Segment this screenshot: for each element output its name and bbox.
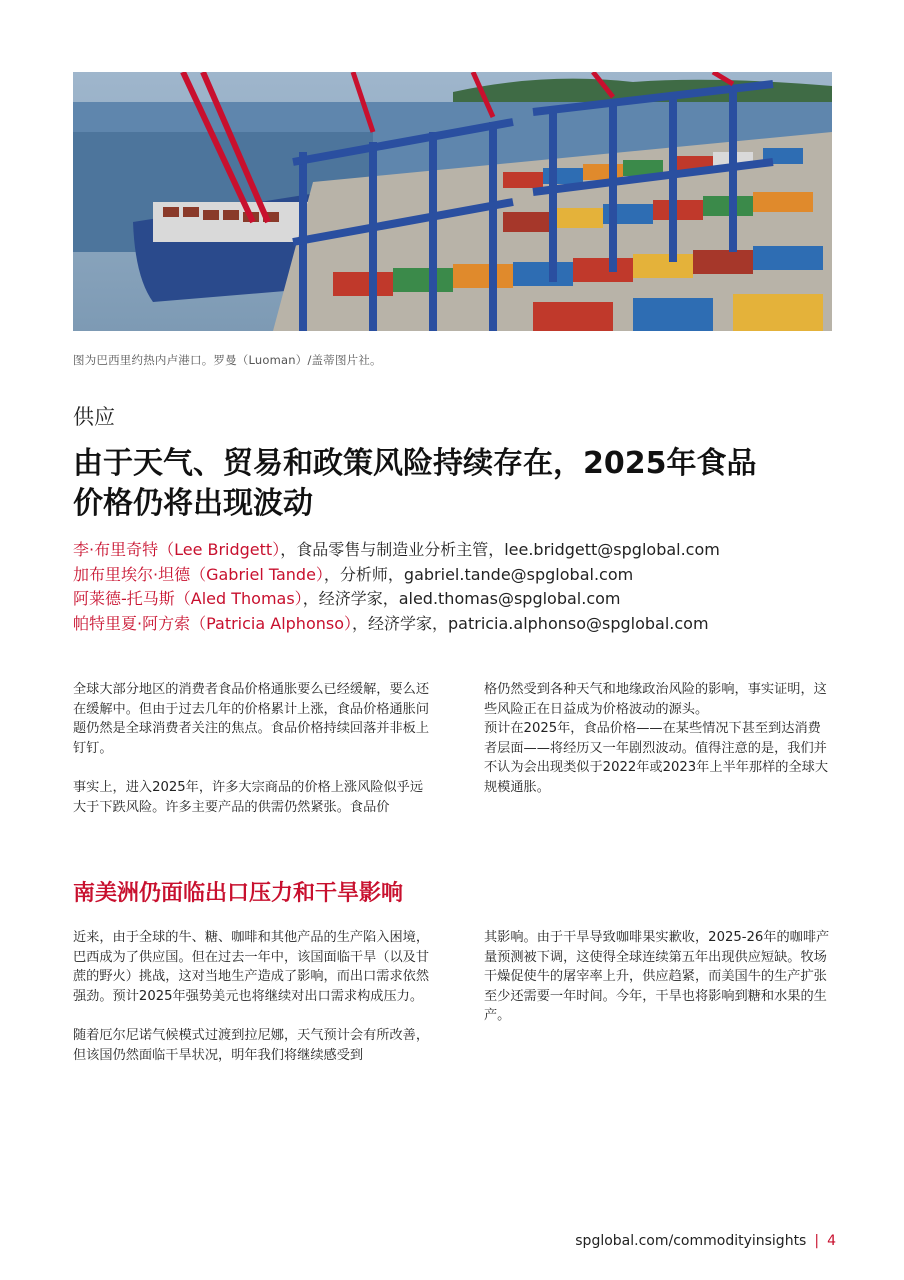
section2-left-paragraph-1: 近来，由于全球的牛、糖、咖啡和其他产品的生产陷入困境，巴西成为了供应国。但在过去一年中，该国面临干旱（以及甘蔗的野火）挑战，这对当地生产造成了影响，而出口需求依然强劲。预计2025年强势美元也将继续对出口需求构成压力。 <box>73 930 430 1004</box>
author-details: ，食品零售与制造业分析主管，lee.bridgett@spglobal.com <box>280 540 720 559</box>
section1-right-paragraph-2: 预计在2025年，食品价格——在某些情况下甚至到达消费者层面——将经历又一年剧烈波动。值得注意的是，我们并不认为会出现类似于2022年或2023年上半年那样的全球大规模通胀。 <box>484 721 829 795</box>
section2-heading: 南美洲仍面临出口压力和干旱影响 <box>73 881 404 906</box>
section1-right-column <box>484 680 832 798</box>
author-row <box>73 538 833 563</box>
footer-url[interactable]: spglobal.com/commodityinsights <box>575 1233 807 1249</box>
footer-separator: | <box>814 1233 820 1249</box>
author-row <box>73 563 833 588</box>
author-row <box>73 612 833 637</box>
author-row <box>73 587 833 612</box>
author-name: 李·布里奇特（Lee Bridgett） <box>73 540 281 559</box>
section2-left-column <box>73 928 433 1066</box>
author-list <box>73 538 833 636</box>
author-name: 阿莱德-托马斯（Aled Thomas） <box>73 589 303 608</box>
port-photo <box>73 72 832 331</box>
headline-line-1: 由于天气、贸易和政策风险持续存在，2025年食品 <box>73 446 757 481</box>
section1-left-column <box>73 680 433 818</box>
author-details: ，经济学家，patricia.alphonso@spglobal.com <box>352 613 709 633</box>
author-name: 帕特里夏·阿方索（Patricia Alphonso） <box>73 613 352 633</box>
section2-right-paragraph-1: 其影响。由于干旱导致咖啡果实歉收，2025-26年的咖啡产量预测被下调，这使得全球连续第五年出现供应短缺。牧场干燥促使牛的屠宰率上升，供应趋紧，而美国牛的生产扩张至少还需要一年时间。今年，干旱也将影响到糖和水果的生产。 <box>484 930 830 1024</box>
section2-right-column <box>484 928 832 1026</box>
page-footer <box>575 1233 836 1249</box>
section1-left-paragraph-1: 全球大部分地区的消费者食品价格通胀要么已经缓解，要么还在缓解中。但由于过去几年的价格累计上涨，食品价格通胀问题仍然是全球消费者关注的焦点。食品价格持续回落并非板上钉钉。 <box>73 682 430 756</box>
photo-caption: 图为巴西里约热内卢港口。罗曼（Luoman）/盖蒂图片社。 <box>73 353 382 367</box>
section1-left-paragraph-2: 事实上，进入2025年，许多大宗商品的价格上涨风险似乎远大于下跌风险。许多主要产品的供需仍然紧张。食品价 <box>73 780 424 815</box>
author-details: ，经济学家，aled.thomas@spglobal.com <box>302 589 621 608</box>
page-number: 4 <box>827 1233 836 1249</box>
port-illustration <box>73 72 832 331</box>
section-label: 供应 <box>73 405 115 429</box>
section2-left-paragraph-2: 随着厄尔尼诺气候模式过渡到拉尼娜，天气预计会有所改善，但该国仍然面临干旱状况，明年我们将继续感受到 <box>73 1028 430 1063</box>
headline <box>73 444 833 524</box>
headline-line-2: 价格仍将出现波动 <box>73 486 313 521</box>
section1-right-paragraph-1: 格仍然受到各种天气和地缘政治风险的影响，事实证明，这些风险正在日益成为价格波动的源头。 <box>484 682 827 717</box>
author-details: ，分析师，gabriel.tande@spglobal.com <box>323 564 634 584</box>
author-name: 加布里埃尔·坦德（Gabriel Tande） <box>73 564 324 584</box>
